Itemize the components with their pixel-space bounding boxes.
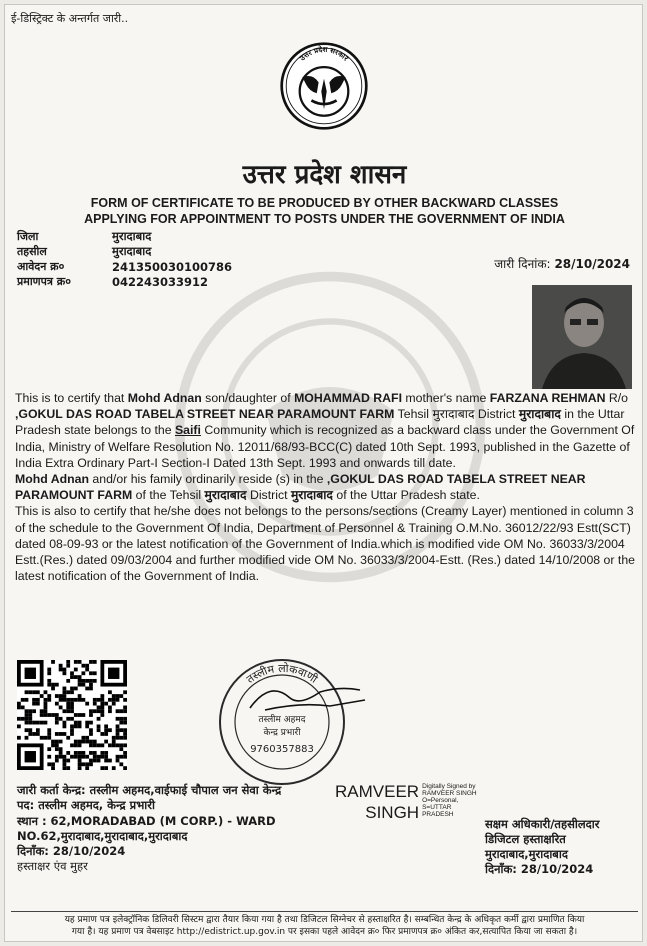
up-government-emblem-icon — [279, 41, 369, 131]
qr-code-icon — [17, 660, 127, 770]
certificate-page — [4, 4, 643, 942]
mother-name: FARZANA REHMAN — [489, 391, 606, 405]
person-photo-icon — [532, 285, 632, 389]
meta-value: 042243033912 — [112, 274, 209, 289]
authority-sign: डिजिटल हस्ताक्षरित — [485, 832, 566, 846]
meta-label: प्रमाणपत्र क्र० — [17, 275, 71, 288]
meta-value: मुरादाबाद — [112, 244, 152, 258]
meta-value: मुरादाबाद — [112, 229, 152, 243]
issue-date — [494, 255, 630, 272]
handwritten-signature-icon — [250, 688, 365, 710]
meta-label: आवेदन क्र० — [17, 260, 65, 273]
paragraph-1: This is to certify that Mohd Adnan son/daughter of MOHAMMAD RAFI mother's name FARZANA REHMAN R/o ,GOKUL DAS ROAD TABELA STREET NEAR PARAMOUNT FARM Tehsil मुरादाबाद District मुरादाबाद in the Uttar Pradesh state belongs to the Saifi Community which is recognized as a backward class under the Government Of India, Ministry of Welfare Resolution No. 12011/68/93-BCC(C) dated 10th Sept. 1993, published in the Gazette of India Extra Ordinary Part-I Section-I Dated 13th Sept. 1993 and onwards till date. — [15, 391, 635, 470]
district: मुरादाबाद — [518, 407, 561, 422]
page-title: उत्तर प्रदेश शासन — [242, 160, 407, 190]
meta-row-application-no — [17, 259, 232, 274]
father-name: MOHAMMAD RAFI — [294, 391, 402, 405]
meta-row-certificate-no — [17, 274, 232, 289]
issuer-post: पद: तस्लीम अहमद, केन्द्र प्रभारी — [17, 798, 155, 813]
address: ,GOKUL DAS ROAD TABELA STREET NEAR PARAMOUNT FARM — [15, 407, 395, 422]
footer-line-2: गया है। यह प्रमाण पत्र वेबसाइट http://edistrict.up.gov.in पर इसका पहले आवेदन क्र० फिर प्रमाणपत्र क्र० अंकित कर,सत्यापित किया जा सकता है। — [71, 927, 578, 937]
digital-signer — [335, 781, 477, 823]
verification-footer — [11, 911, 638, 938]
issuer-block — [17, 783, 281, 875]
paragraph-2: Mohd Adnan and/or his family ordinarily reside (s) in the ,GOKUL DAS ROAD TABELA STREET NEAR PARAMOUNT FARM of the Tehsil मुरादाबाद District मुरादाबाद of the Uttar Pradesh state. — [15, 472, 586, 503]
issuer-sign-label: हस्ताक्षर एंव मुहर — [17, 859, 88, 874]
footer-line-1: यह प्रमाण पत्र इलेक्ट्रॉनिक डिलिवरी सिस्टम द्वारा तैयार किया गया है तथा डिजिटल सिग्नेचर से हस्ताक्षरित है। सम्बन्धित केन्द्र के अधिकृत कर्मी द्वारा प्रमाणित किया — [64, 915, 585, 925]
meta-label: तहसील — [17, 245, 47, 258]
community: Saifi — [174, 423, 201, 438]
authority-place: मुरादाबाद,मुरादाबाद — [485, 847, 568, 861]
signer-first-name: RAMVEER — [335, 782, 420, 801]
paragraph-3: This is also to certify that he/she does not belongs to the persons/sections (Creamy Layer) mentioned in column 3 of the schedule to the Government Of India, Department of Personnel & Training O.M.No. 36012/22/93 Estt(SCT) dated 08-09-93 or the latest notification of the Government of India.which is modified vide OM No. 36033/3/2004 Estt.(Res.) dated 09/03/2004 and further modified vide OM No. 36033/3/2004-Estt. (Res.) dated 14/10/2008 or the latest notification of the Government of India. — [15, 504, 635, 584]
meta-value: 241350030100786 — [112, 259, 233, 274]
stamp-phone: 9760357883 — [250, 744, 314, 755]
applicant-name: Mohd Adnan — [127, 391, 202, 405]
stamp-role: केन्द्र प्रभारी — [263, 728, 301, 738]
certificate-meta — [17, 229, 232, 289]
issuer-center: जारी कर्ता केन्द्र: तस्लीम अहमद,वाईफाई चौपाल जन सेवा केन्द्र — [17, 783, 282, 797]
applicant-photo — [532, 285, 632, 389]
meta-row-district — [17, 229, 232, 244]
header-note: ई-डिस्ट्रिक्ट के अन्तर्गत जारी.. — [11, 12, 129, 25]
tehsil: मुरादाबाद — [432, 407, 475, 422]
form-title-line-2: APPLYING FOR APPOINTMENT TO POSTS UNDER THE GOVERNMENT OF INDIA — [84, 212, 565, 226]
signer-name — [335, 781, 419, 823]
authority-block — [485, 817, 643, 877]
authority-title: सक्षम अधिकारी/तहसीलदार — [485, 817, 600, 831]
meta-label: जिला — [17, 230, 39, 243]
issuer-place-2: NO.62,मुरादाबाद,मुरादाबाद,मुरादाबाद — [17, 828, 188, 843]
form-title-line-1: FORM OF CERTIFICATE TO BE PRODUCED BY OTHER BACKWARD CLASSES — [90, 196, 559, 210]
digital-signature-info: Digitally Signed by RAMVEER SINGH O=Personal, S=UTTAR PRADESH — [422, 783, 477, 818]
issue-date-value: 28/10/2024 — [554, 257, 630, 271]
issue-date-label: जारी दिनांक: — [494, 257, 551, 271]
official-stamp — [210, 650, 370, 790]
signer-last-name: SINGH — [365, 803, 420, 822]
svg-text:तस्लीम लोकवाणी: तस्लीम लोकवाणी — [243, 661, 320, 686]
authority-date: दिनाँक: 28/10/2024 — [485, 862, 594, 876]
certificate-body — [15, 390, 635, 584]
form-title — [35, 195, 614, 227]
svg-text:उत्तर प्रदेश सरकार: उत्तर प्रदेश सरकार — [297, 44, 351, 63]
meta-row-tehsil — [17, 244, 232, 259]
issuer-date: दिनाँक: 28/10/2024 — [17, 844, 126, 859]
stamp-name: तस्लीम अहमद — [258, 715, 306, 725]
issuer-place-1: स्थान : 62,MORADABAD (M CORP.) - WARD — [17, 813, 276, 828]
